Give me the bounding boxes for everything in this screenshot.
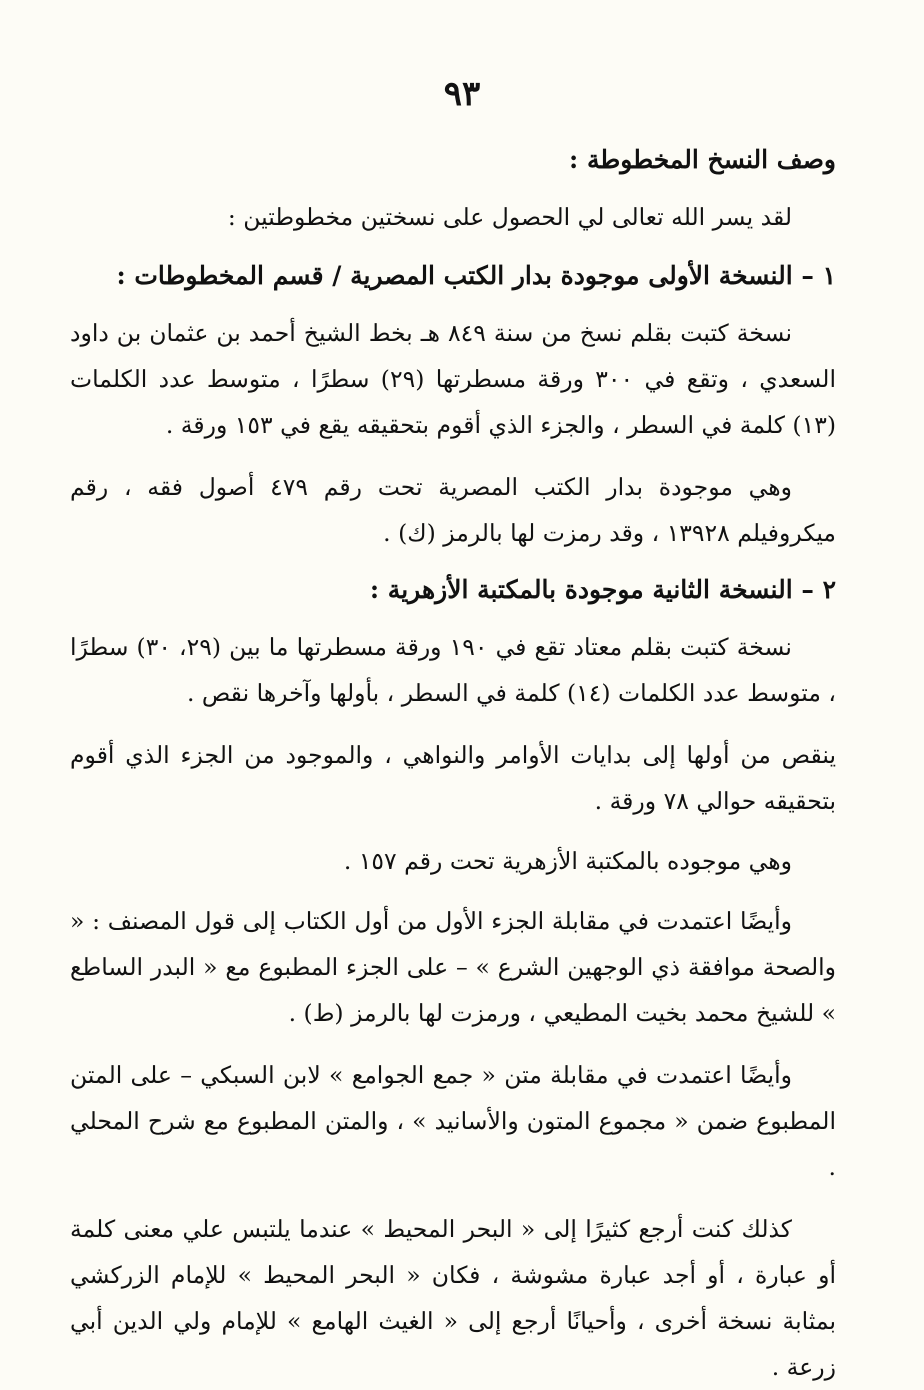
manuscript-2-location: وهي موجوده بالمكتبة الأزهرية تحت رقم ١٥٧ .	[343, 847, 792, 875]
page-content	[70, 138, 836, 1390]
matn-edition-paragraph: وأيضًا اعتمدت في مقابلة متن « جمع الجوامع » لابن السبكي – على المتن المطبوع ضمن « مجموع المتون والأسانيد » ، والمتن المطبوع مع شرح المحلي .	[70, 1061, 836, 1181]
manuscript-2-missing-note: ينقص من أولها إلى بدايات الأوامر والنواهي ، والموجود من الجزء الذي أقوم بتحقيقه حوالي ٧٨ ورقة .	[70, 741, 836, 815]
intro-paragraph: لقد يسر الله تعالى لي الحصول على نسختين مخطوطتين :	[227, 203, 792, 231]
page-number: ٩٣	[443, 74, 481, 114]
reference-works-paragraph: كذلك كنت أرجع كثيرًا إلى « البحر المحيط » عندما يلتبس علي معنى كلمة أو عبارة ، أو أجد عبارة مشوشة ، فكان « البحر المحيط » للإمام الزركشي بمثابة نسخة أخرى ، وأحيانًا أرجع إلى « الغيث الهامع » للإمام ولي الدين أبي زرعة .	[70, 1215, 836, 1381]
section-title: وصف النسخ المخطوطة :	[569, 145, 836, 174]
printed-edition-paragraph: وأيضًا اعتمدت في مقابلة الجزء الأول من أول الكتاب إلى قول المصنف : « والصحة موافقة ذي الوجهين الشرع » – على الجزء المطبوع مع « البدر الساطع » للشيخ محمد بخيت المطيعي ، ورمزت لها بالرمز (ط) .	[70, 907, 836, 1027]
manuscript-1-heading: ١ – النسخة الأولى موجودة بدار الكتب المصرية / قسم المخطوطات :	[116, 261, 836, 290]
manuscript-1-location: وهي موجودة بدار الكتب المصرية تحت رقم ٤٧٩ أصول فقه ، رقم ميكروفيلم ١٣٩٢٨ ، وقد رمزت لها بالرمز (ك) .	[70, 473, 836, 547]
manuscript-1-description: نسخة كتبت بقلم نسخ من سنة ٨٤٩ هـ بخط الشيخ أحمد بن عثمان بن داود السعدي ، وتقع في ٣٠٠ ورقة مسطرتها (٢٩) سطرًا ، متوسط عدد الكلمات (١٣) كلمة في السطر ، والجزء الذي أقوم بتحقيقه يقع في ١٥٣ ورقة .	[70, 319, 836, 439]
manuscript-2-description: نسخة كتبت بقلم معتاد تقع في ١٩٠ ورقة مسطرتها ما بين (٢٩، ٣٠) سطرًا ، متوسط عدد الكلمات (١٤) كلمة في السطر ، بأولها وآخرها نقص .	[70, 633, 836, 707]
manuscript-2-heading: ٢ – النسخة الثانية موجودة بالمكتبة الأزهرية :	[369, 575, 836, 604]
